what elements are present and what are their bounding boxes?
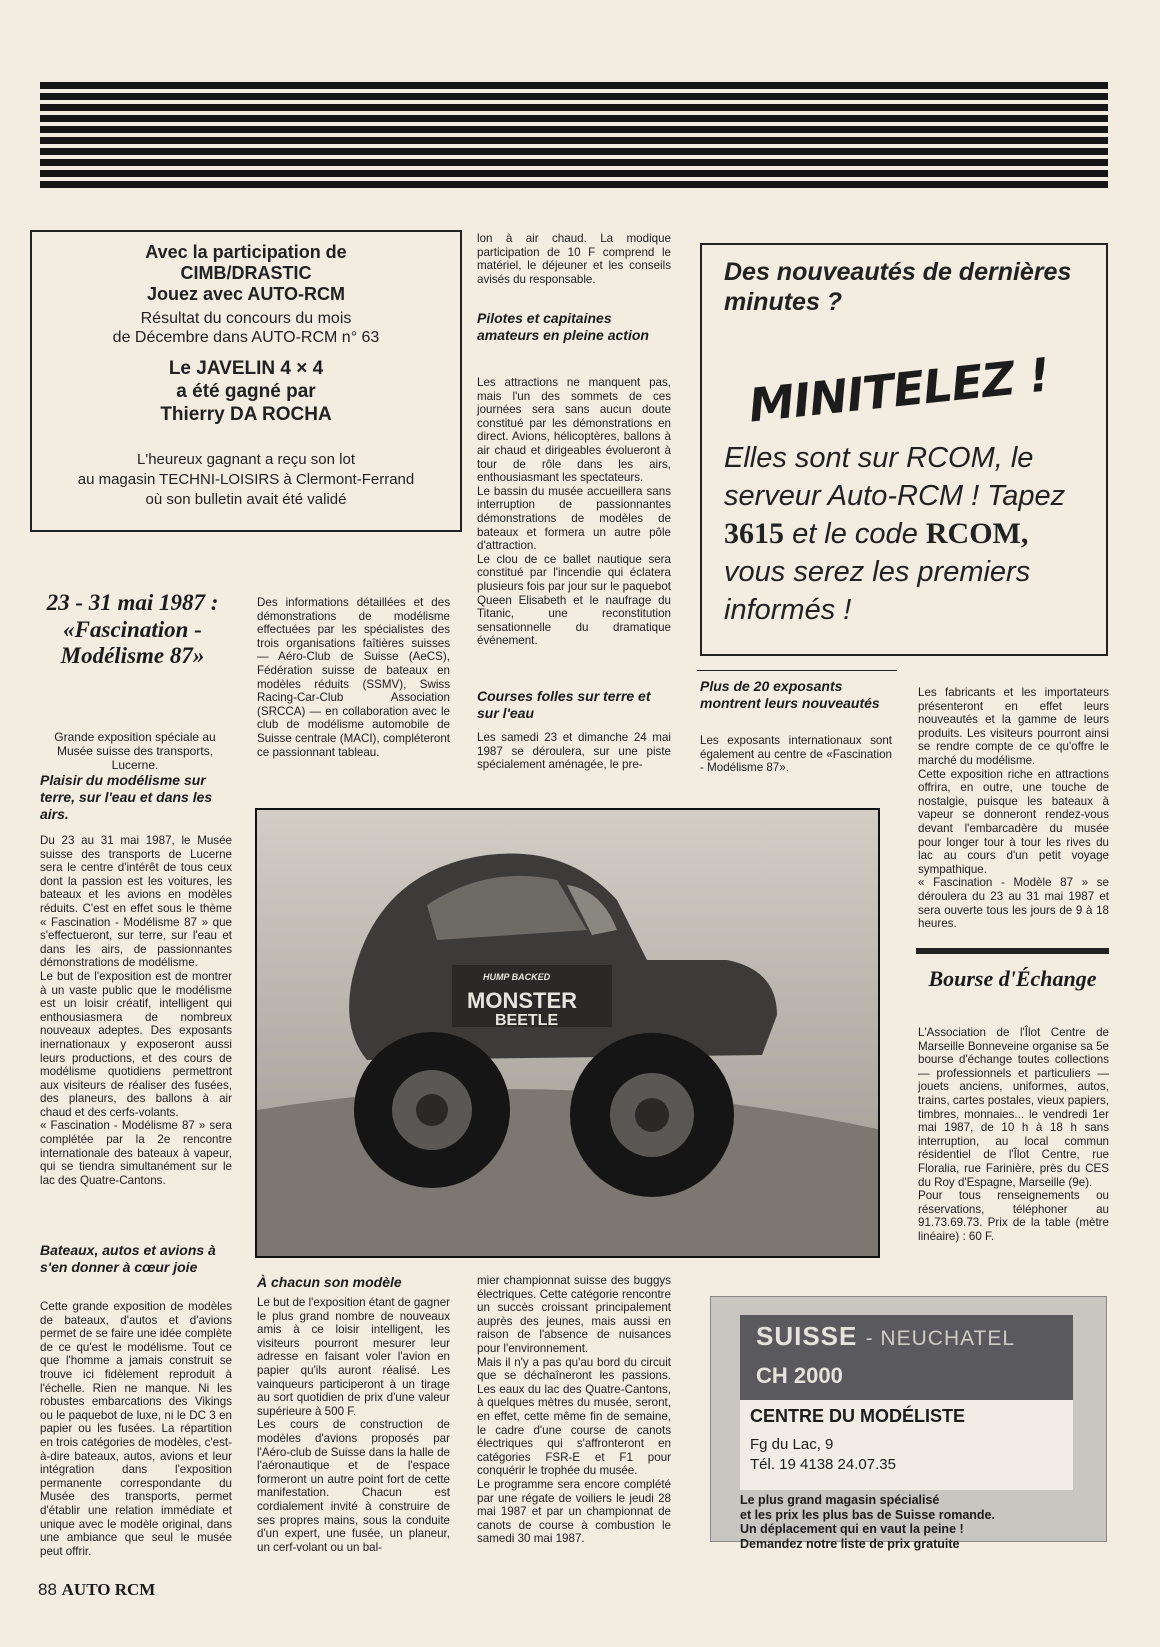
article-heading-2: Bateaux, autos et avions à s'en donner à cœur joie <box>40 1242 216 1275</box>
col2-para: Des informations détaillées et des démonstrations de modélisme effectuées par les spécialistes des trois organisations faîtières suisses — Aéro-Club de Suisse (AeCS), Fédération suisse de bateaux en modèles réduits (SSMV), Swiss Racing-Car-Club Association (SRCCA) — en collaboration avec le club de modélisme automobile de Suisse centrale (MACI), compléteront ce passionnant tableau. <box>257 596 454 759</box>
contest-line: Avec la participation de <box>145 242 347 262</box>
contest-line: Thierry DA ROCHA <box>160 404 332 425</box>
col3-para-3: Les samedi 23 et dimanche 24 mai 1987 se déroulera, sur une piste spécialement aménagée, le pre- <box>477 731 675 772</box>
exposants-right-para: Les fabricants et les importateurs présenteront en effet leurs nouveautés et la gamme de leurs produits. Les visiteurs pourront ainsi se rendre compte de ce qu'offre le marché du modélisme. Cette exposition riche en attractions offrira, en outre, une touche de nostalgie, puisque les bateaux à vapeur se donneront rendez-vous devant l'embarcadère du musée pour longer tour à tour les rives du lac au cours d'un petit voyage sympathique. « Fascination - Modèle 87 » se déroulera du 23 au 31 mai 1987 et sera ouverte tous les jours de 9 à 18 heures. <box>918 686 1109 931</box>
page-number: 88 <box>38 1580 57 1599</box>
contest-line: a été gagné par <box>176 381 316 402</box>
minitel-desc-b: et le code <box>792 518 918 550</box>
bottom-heading: À chacun son modèle <box>257 1274 402 1290</box>
col3-heading-2: Courses folles sur terre et sur l'eau <box>477 688 651 721</box>
ad-location <box>756 1321 1015 1352</box>
contest-line: L'heureux gagnant a reçu son lot <box>136 451 356 468</box>
article-para-1: Du 23 au 31 mai 1987, le Musée suisse des transports de Lucerne sera le centre d'intérêt de tous ceux dont la passion est les voitures, les bateaux et les avions en modèles réduits. C'est en effet sous le thème « Fascination - Modélisme 87 » que s'effectueront, sur terre, sur l'eau et dans les airs, de passionnantes démonstrations de modélisme. Le but de l'exposition est de montrer à un vaste public que le modélisme est un loisir créatif, intelligent qui enthousiasmera de nombreux nouveaux adeptes. Des exposants inernationaux y exposeront aussi leurs productions, et des cours de modélisme quotidiens permettront aux visiteurs de réaliser des fusées, des planeurs, des ballons à air chaud et des cerfs-volants. « Fascination - Modélisme 87 » sera complétée par la 2e rencontre internationale des bateaux à vapeur, qui se tiendra simultanément sur le lac des Quatre-Cantons. <box>40 834 232 1187</box>
minitel-question: Des nouveautés de dernières minutes ? <box>724 258 1072 316</box>
bourse-top-rule <box>916 948 1109 954</box>
page-footer <box>38 1580 155 1600</box>
contest-line: Le JAVELIN 4 × 4 <box>168 358 324 379</box>
exposants-heading: Plus de 20 exposants montrent leurs nouveautés <box>700 678 880 711</box>
col3-heading-1: Pilotes et capitaines amateurs en pleine action <box>477 310 649 343</box>
monster-beetle-photo <box>255 808 880 1258</box>
decal-hump: HUMP BACKED <box>483 972 551 982</box>
minitel-box <box>700 243 1108 656</box>
ad-tagline <box>740 1493 995 1551</box>
magazine-name: AUTO RCM <box>61 1580 156 1599</box>
ad-shop-name: CENTRE DU MODÉLISTE <box>750 1406 966 1426</box>
contest-line: au magasin TECHNI-LOISIRS à Clermont-Ferrand <box>77 471 415 488</box>
ad-tagline-3: Un déplacement qui en vaut la peine ! <box>740 1522 964 1536</box>
shop-advertisement <box>710 1296 1107 1551</box>
contest-line: où son bulletin avait été validé <box>145 491 347 508</box>
contest-line: de Décembre dans AUTO-RCM n° 63 <box>112 329 380 346</box>
divider <box>697 670 897 671</box>
contest-box <box>30 230 462 532</box>
article-heading-1: Plaisir du modélisme sur terre, sur l'eau et dans les airs. <box>40 772 213 822</box>
ad-tagline-4: Demandez notre liste de prix gratuite <box>740 1536 960 1551</box>
bourse-title: Bourse d'Échange <box>928 966 1097 991</box>
minitel-headline: MINITELEZ ! <box>746 347 1052 433</box>
col3-para-1: lon à air chaud. La modique participation de 10 F comprend le matériel, le déjeuner et les conseils avisés du responsable. <box>477 232 675 286</box>
decal-beetle: BEETLE <box>495 1012 559 1029</box>
car-illustration <box>257 810 880 1258</box>
decal-monster: MONSTER <box>467 988 577 1013</box>
ad-city: - NEUCHATEL <box>865 1327 1016 1350</box>
minitel-rcom: RCOM, <box>925 517 1029 550</box>
ad-header-band <box>740 1315 1073 1400</box>
ad-street: Fg du Lac, 9 <box>750 1436 834 1453</box>
exposants-para: Les exposants internationaux sont également au centre de «Fascination - Modélisme 87». <box>700 734 896 775</box>
ad-country: SUISSE <box>756 1321 858 1351</box>
minitel-desc-c: vous serez les premiers informés ! <box>724 556 1031 626</box>
ad-zip: CH 2000 <box>756 1363 843 1388</box>
article-title: 23 - 31 mai 1987 : «Fascination - Modélisme 87» <box>46 590 219 668</box>
minitel-desc-a: Elles sont sur RCOM, le serveur Auto-RCM ! Tapez <box>724 442 1066 512</box>
minitel-code: 3615 <box>724 517 784 550</box>
contest-line: Résultat du concours du mois <box>140 310 352 327</box>
ad-address-box <box>740 1400 1073 1490</box>
header-stripes <box>40 82 1108 192</box>
bottom-para-1: Le but de l'exposition étant de gagner le plus grand nombre de nouveaux amis à ce loisir intelligent, les visiteurs pourront mesurer leur adresse en faisant voler l'avion en papier qu'ils auront réalisé. Les vainqueurs participeront à un tirage au sort quotidien de prix d'une valeur supérieure à 500 F. Les cours de construction de modèles d'avions proposés par l'Aéro-club de Suisse dans la halle de l'aéronautique et de l'espace formeront un autre point fort de cette manifestation. Chacun est cordialement invité à construire de ses propres mains, sous la conduite d'un expert, une fusée, un planeur, un cerf-volant ou un bal- <box>257 1296 451 1554</box>
contest-line: Jouez avec AUTO-RCM <box>146 284 346 304</box>
ad-tagline-2: et les prix les plus bas de Suisse romande. <box>740 1507 995 1522</box>
bottom-para-2: mier championnat suisse des buggys électriques. Cette catégorie rencontre un succès croissant principalement auprès des jeunes, mais aussi en raison de l'absence de nuisances pour l'environnement. Mais il n'y a pas qu'au bord du circuit que se déchaîneront les passions. Les eaux du lac des Quatre-Cantons, à quelques mètres du musée, seront, en effet, cette même fin de semaine, le cadre d'une course de canots électriques qui s'affronteront en catégories FSR-E et F1 pour conquérir le trophée du musée. Le programme sera encore complété par une régate de voiliers le jeudi 28 mai 1987 et par un championnat de canots de course à combustion le samedi 30 mai 1987. <box>477 1274 671 1546</box>
col3-para-2: Les attractions ne manquent pas, mais l'un des sommets de ces journées sera sans aucun doute constitué par les démonstrations en direct. Avions, hélicoptères, ballons à air chaud et dirigeables évolueront à tour de rôle dans les airs, enthousiasmant les spectateurs. Le bassin du musée accueillera sans interruption de passionnantes démonstrations de modèles de bateaux et formera un autre pôle d'attraction. Le clou de ce ballet nautique sera constitué par l'incendie qui éclatera plusieurs fois par jour sur le paquebot Queen Elisabeth et le naufrage du Titanic, une reconstitution sensationnelle du dramatique événement. <box>477 376 671 648</box>
ad-tagline-1: Le plus grand magasin spécialisé <box>740 1493 940 1507</box>
minitel-description <box>724 439 1088 629</box>
contest-line: CIMB/DRASTIC <box>180 263 312 283</box>
article-subtitle: Grande exposition spéciale au Musée suisse des transports, Lucerne. <box>54 730 216 772</box>
article-para-2: Cette grande exposition de modèles de bateaux, d'autos et d'avions permet de se faire une idée complète de ce qu'est le modélisme. Tout ce que l'homme a jamais construit se trouve ici fidèlement reproduit à l'échelle. Rien ne manque. Ni les robustes embarcations des Vikings ou le paquebot de luxe, ni le DC 3 en papier ou les fusées. La répartition en trois catégories de modèles, c'est-à-dire bateaux, autos, avions et leur intégration dans l'exposition permanente correspondante du Musée des transports, permet d'établir une relation immédiate et unique avec le modèle original, dans une ambiance que seul le musée peut offrir. <box>40 1300 236 1558</box>
bourse-para: L'Association de l'Îlot Centre de Marseille Bonneveine organise sa 5e bourse d'échange toutes collections — professionnels et particuliers — jouets anciens, uniformes, autos, trains, cartes postales, vieux papiers, timbres, monnaies... le vendredi 1er mai 1987, de 10 h à 18 h sans interruption, au local commun résidentiel de l'Îlot Centre, rue Floralia, rue Farinière, près du CES du Roy d'Espagne, Marseille (9e). Pour tous renseignements ou réservations, téléphoner au 91.73.69.73. Prix de la table (mètre linéaire) : 60 F. <box>918 1026 1109 1243</box>
ad-phone: Tél. 19 4138 24.07.35 <box>750 1456 896 1473</box>
